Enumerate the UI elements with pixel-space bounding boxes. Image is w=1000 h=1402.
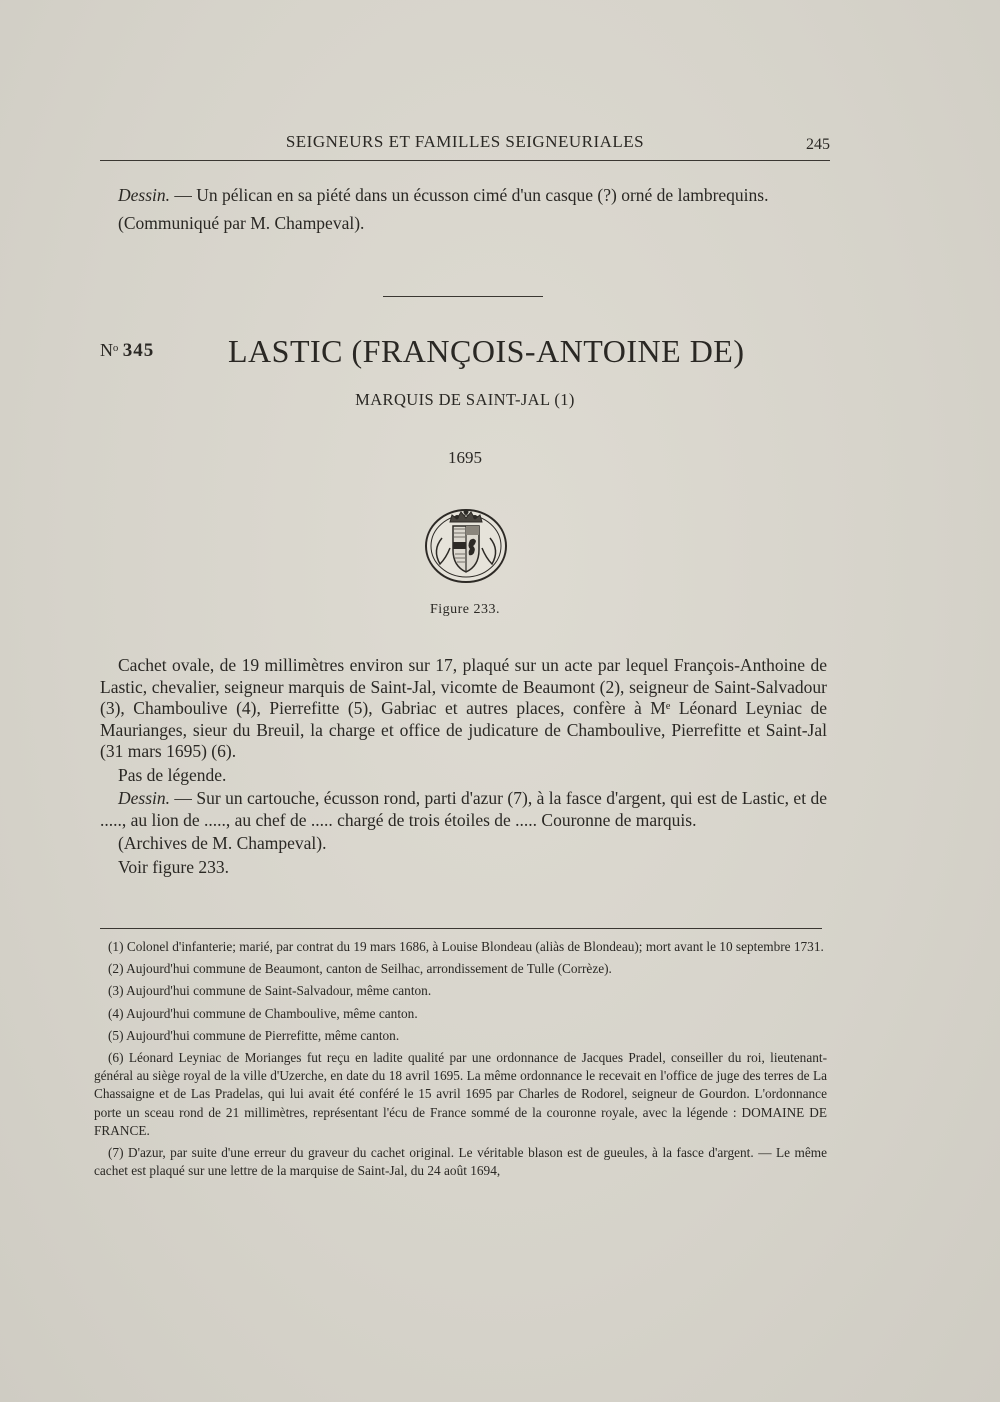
figure-caption: Figure 233. — [429, 602, 501, 617]
footnote-4 — [94, 1005, 827, 1023]
entry-subtitle: MARQUIS DE SAINT-JAL (1) — [355, 390, 575, 409]
body-dessin-paragraph — [100, 788, 827, 831]
footnote-number: (4) — [108, 1005, 124, 1021]
footnote-3 — [94, 982, 827, 1000]
entry-number-value: 345 — [122, 340, 155, 361]
entry-body — [100, 655, 827, 878]
body-dessin-text: — Sur un cartouche, écusson rond, parti d'azur (7), à la fasce d'argent, qui est de Lastic, et de ....., au lion de ....., au chef de ..... chargé de trois étoiles de ..... Couronne de marquis. — [100, 788, 827, 830]
running-header — [100, 128, 830, 158]
entry-title: LASTIC (FRANÇOIS-ANTOINE DE) — [228, 333, 745, 369]
footnote-text: Léonard Leyniac de Morianges fut reçu en ladite qualité par une ordonnance de Jacques Pradel, conseiller du roi, lieutenant-général au siège royal de la ville d'Uzerche, en date du 18 avril 1695. La même ordonnance le recevait en l'office de juge des terres de La Chassaigne et de Las Pradelas, qui lui avait été conféré le 15 avril 1695 par Charles de Rodorel, seigneur de Gourdon. L'ordonnance porte un sceau rond de 21 millimètres, représentant l'écu de France sommé de la couronne royale, avec la légende : DOMAINE DE FRANCE. — [94, 1050, 827, 1138]
previous-communique: (Communiqué par M. Champeval). — [118, 212, 365, 233]
entry-number — [100, 340, 154, 362]
body-voir-figure: Voir figure 233. — [118, 856, 229, 877]
body-legende: Pas de légende. — [118, 764, 227, 785]
footnote-text: Aujourd'hui commune de Beaumont, canton de Seilhac, arrondissement de Tulle (Corrèze). — [123, 961, 612, 977]
body-archives: (Archives de M. Champeval). — [118, 833, 327, 853]
body-dessin-label: Dessin. — [118, 788, 171, 808]
footnote-text: D'azur, par suite d'une erreur du graveur du cachet original. Le véritable blason est de gueules, à la fasce d'argent. — Le même cachet est plaqué sur une lettre de la marquise de Saint-Jal, du 24 août 1694, — [94, 1145, 827, 1179]
footnote-number: (2) — [108, 961, 124, 977]
footnote-number: (3) — [108, 983, 124, 999]
footnote-5 — [94, 1027, 827, 1045]
footnote-1 — [94, 938, 827, 956]
previous-entry-drawing — [100, 185, 827, 234]
footnote-number: (1) — [108, 939, 124, 954]
running-title: SEIGNEURS ET FAMILLES SEIGNEURIALES — [285, 132, 645, 151]
entry-year: 1695 — [448, 448, 482, 467]
body-description: Cachet ovale, de 19 millimètres environ sur 17, plaqué sur un acte par lequel François-Anthoine de Lastic, chevalier, seigneur marquis de Saint-Jal, vicomte de Beaumont (2), seigneur de Saint-Salvadour (3), Chamboulive (4), Pierrefitte (5), Gabriac et autres places, confère à Mᵉ Léonard Leyniac de Maurianges, sieur du Breuil, la charge et office de judicature de Chamboulive, Pierrefitte et Saint-Jal (31 mars 1695) (6). — [100, 655, 827, 761]
entry-number-prefix: Nᵒ — [100, 340, 119, 360]
previous-dessin-text: — Un pélican en sa piété dans un écusson cimé d'un casque (?) orné de lambrequins. — [170, 185, 769, 205]
footnote-rule — [100, 928, 822, 929]
section-separator — [383, 296, 543, 297]
footnote-text: Colonel d'infanterie; marié, par contrat du 19 mars 1686, à Louise Blondeau (aliàs de Blondeau); mort avant le 10 septembre 1731. — [123, 939, 824, 954]
previous-dessin-paragraph — [100, 185, 827, 207]
footnotes — [94, 938, 827, 1184]
header-rule — [100, 160, 830, 161]
footnote-text: Aujourd'hui commune de Pierrefitte, même canton. — [123, 1027, 400, 1043]
previous-dessin-label: Dessin. — [118, 185, 171, 205]
seal-figure-image — [420, 498, 512, 590]
footnote-text: Aujourd'hui commune de Chamboulive, même canton. — [123, 1005, 418, 1021]
footnote-number: (7) — [108, 1145, 124, 1161]
footnote-number: (5) — [108, 1027, 124, 1043]
footnote-text: Aujourd'hui commune de Saint-Salvadour, même canton. — [123, 983, 432, 999]
footnote-2 — [94, 960, 827, 978]
footnote-6 — [94, 1049, 827, 1140]
footnote-number: (6) — [108, 1050, 124, 1066]
page-number: 245 — [806, 136, 830, 153]
footnote-7 — [94, 1144, 827, 1180]
